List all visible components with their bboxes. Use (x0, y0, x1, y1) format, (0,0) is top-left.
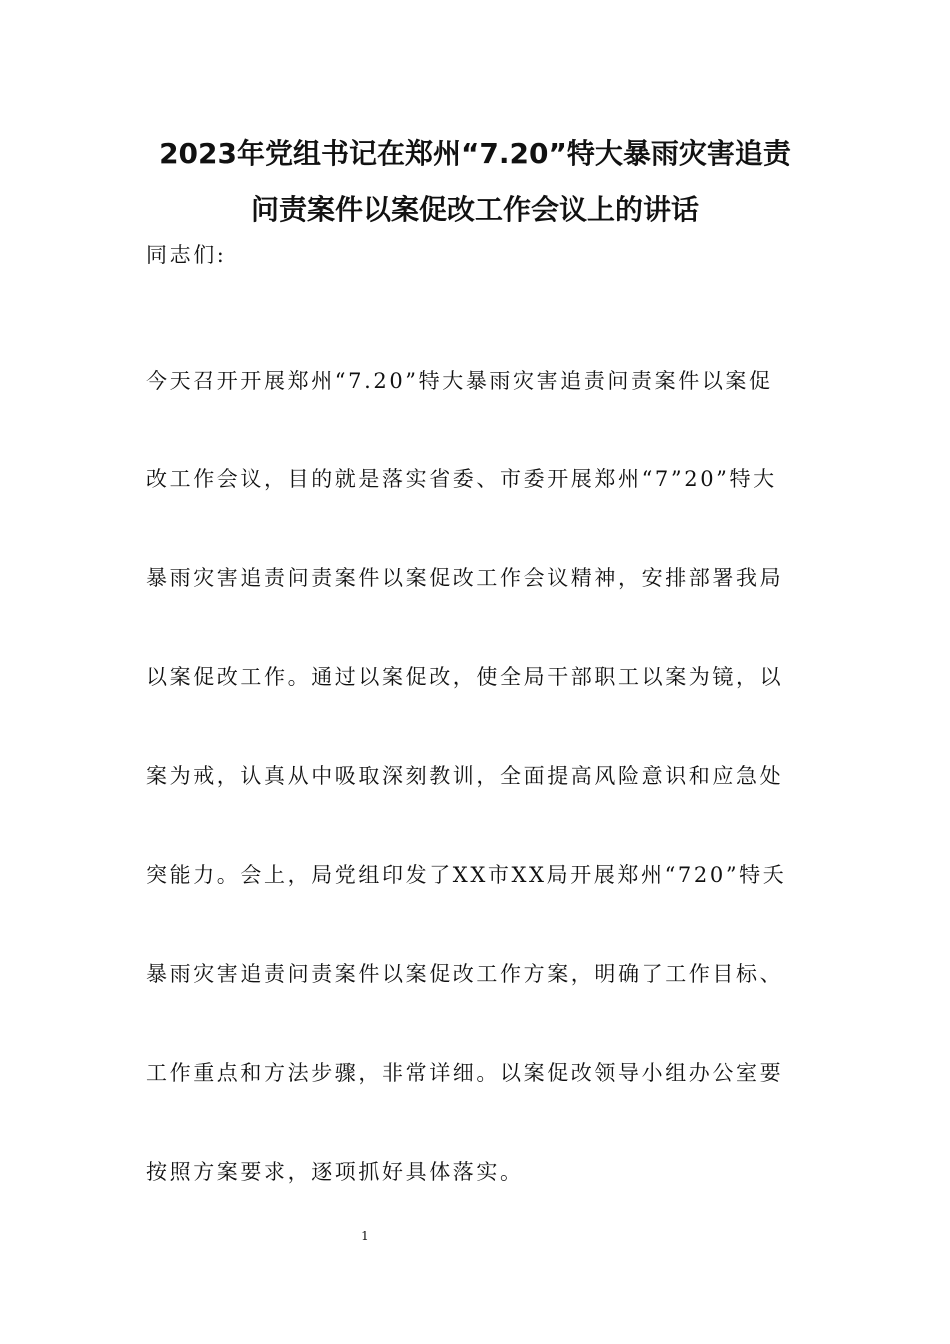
paragraph-line-6: 突能力。会上，局党组印发了XX市XX局开展郑州“720”特夭 (146, 863, 787, 887)
page-number: 1 (361, 1229, 369, 1243)
paragraph-line-4: 以案促改工作。通过以案促改，使全局干部职工以案为镜，以 (146, 665, 784, 689)
paragraph-line-1: 今天召开开展郑州“7.20”特大暴雨灾害追责问责案件以案促 (146, 369, 773, 393)
salutation: 同志们: (146, 243, 227, 267)
paragraph-line-9: 按照方案要求，逐项抓好具体落实。 (146, 1160, 524, 1184)
paragraph-line-3: 暴雨灾害追责问责案件以案促改工作会议精神，安排部署我局 (146, 566, 784, 590)
paragraph-line-7: 暴雨灾害追责问责案件以案促改工作方案，明确了工作目标、 (146, 962, 784, 986)
paragraph-line-2: 改工作会议，目的就是落实省委、市委开展郑州“7”20”特大 (146, 467, 777, 491)
paragraph-line-5: 案为戒，认真从中吸取深刻教训，全面提高风险意识和应急处 (146, 764, 784, 788)
paragraph-line-8: 工作重点和方法步骤，非常详细。以案促改领导小组办公室要 (146, 1061, 784, 1085)
document-title-line-2: 问责案件以案促改工作会议上的讲话 (250, 193, 699, 226)
document-title-line-1: 2023年党组书记在郑州“7.20”特大暴雨灾害追责 (159, 137, 791, 170)
